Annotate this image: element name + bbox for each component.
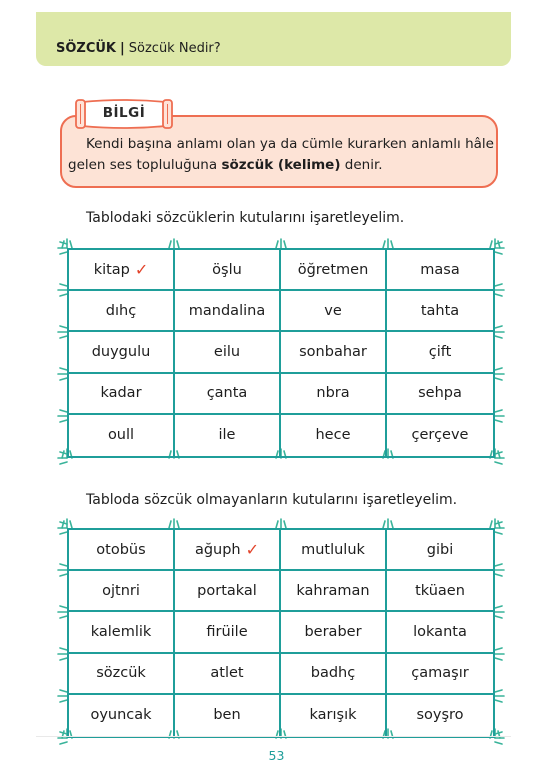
word-cell[interactable] [387, 415, 493, 456]
word-text: karışık [309, 707, 357, 724]
header-bar [36, 12, 511, 66]
word-text: mandalina [188, 302, 266, 319]
word-text: sözcük [96, 665, 146, 682]
word-text: nbra [316, 385, 350, 402]
bilgi-banner [74, 97, 174, 131]
word-cell[interactable] [175, 695, 281, 736]
word-text: ve [324, 302, 342, 319]
word-text: gibi [426, 541, 454, 558]
word-text: otobüs [96, 541, 146, 558]
word-cell[interactable] [69, 250, 175, 291]
word-cell[interactable] [175, 291, 281, 332]
header-section: SÖZCÜK [56, 41, 117, 56]
word-cell[interactable] [175, 571, 281, 612]
word-cell[interactable] [281, 374, 387, 415]
word-text: atlet [210, 665, 244, 682]
info-text-start: Kendi başına anlamı olan ya da cümle kurarken anlamlı hâle gelen ses topluluğuna [68, 136, 494, 173]
word-grid-1 [67, 248, 495, 458]
word-text: beraber [304, 623, 362, 640]
word-cell[interactable] [175, 654, 281, 695]
word-cell[interactable] [69, 612, 175, 653]
word-table-1 [67, 248, 495, 458]
word-cell[interactable] [281, 571, 387, 612]
word-cell[interactable] [69, 415, 175, 456]
word-text: çerçeve [411, 427, 469, 444]
word-text: dıhç [105, 302, 137, 319]
word-text: eilu [213, 343, 241, 360]
word-text: ile [218, 427, 236, 444]
info-text [68, 134, 494, 176]
word-text: ben [213, 707, 241, 724]
word-text: çanta [206, 385, 248, 402]
word-cell[interactable] [387, 250, 493, 291]
word-cell[interactable] [281, 530, 387, 571]
word-text: portakal [197, 582, 257, 599]
word-cell[interactable] [175, 612, 281, 653]
check-mark-icon: ✓ [134, 260, 149, 280]
word-text: çamaşır [411, 665, 469, 682]
word-text: ağuph [194, 541, 241, 558]
word-text: öğretmen [297, 261, 369, 278]
word-text: oyuncak [90, 707, 152, 724]
word-cell[interactable] [281, 250, 387, 291]
word-text: duygulu [91, 343, 151, 360]
word-cell[interactable] [69, 291, 175, 332]
word-text: hece [315, 427, 351, 444]
word-text: tküaen [415, 582, 465, 599]
word-cell[interactable] [69, 695, 175, 736]
word-cell[interactable] [175, 415, 281, 456]
word-cell[interactable] [387, 374, 493, 415]
word-text: ojtnri [102, 582, 140, 599]
word-table-2 [67, 528, 495, 738]
info-text-end: denir. [340, 157, 383, 173]
instruction-2: Tabloda sözcük olmayanların kutularını işaretleyelim. [86, 492, 458, 508]
word-cell[interactable] [281, 291, 387, 332]
word-text: kahraman [296, 582, 370, 599]
word-cell[interactable] [175, 530, 281, 571]
page-header [56, 41, 221, 56]
word-cell[interactable] [281, 612, 387, 653]
info-text-term: sözcük (kelime) [221, 157, 341, 173]
word-cell[interactable] [387, 571, 493, 612]
word-text: kadar [100, 385, 142, 402]
footer-divider [36, 736, 511, 737]
header-title: Sözcük Nedir? [128, 41, 221, 56]
word-cell[interactable] [281, 695, 387, 736]
word-cell[interactable] [387, 291, 493, 332]
word-text: kitap [93, 261, 130, 278]
word-cell[interactable] [387, 695, 493, 736]
word-cell[interactable] [69, 374, 175, 415]
word-text: badhç [310, 665, 356, 682]
word-text: mutluluk [301, 541, 365, 558]
instruction-1: Tablodaki sözcüklerin kutularını işaretleyelim. [86, 210, 405, 226]
word-text: sehpa [418, 385, 462, 402]
word-cell[interactable] [387, 530, 493, 571]
word-text: öşlu [212, 261, 242, 278]
word-cell[interactable] [69, 332, 175, 373]
word-cell[interactable] [69, 530, 175, 571]
check-mark-icon: ✓ [245, 540, 260, 560]
word-grid-2 [67, 528, 495, 738]
word-cell[interactable] [69, 571, 175, 612]
word-text: firüile [206, 623, 248, 640]
word-text: masa [420, 261, 460, 278]
header-separator: | [120, 41, 125, 56]
page-number: 53 [268, 748, 285, 763]
word-cell[interactable] [175, 250, 281, 291]
word-cell[interactable] [69, 654, 175, 695]
word-text: soyşro [416, 707, 464, 724]
word-text: çift [428, 343, 452, 360]
word-cell[interactable] [387, 654, 493, 695]
word-cell[interactable] [175, 374, 281, 415]
word-cell[interactable] [387, 332, 493, 373]
word-text: sonbahar [299, 343, 367, 360]
word-cell[interactable] [281, 415, 387, 456]
word-cell[interactable] [281, 654, 387, 695]
word-text: tahta [420, 302, 460, 319]
word-cell[interactable] [175, 332, 281, 373]
word-text: oull [107, 427, 135, 444]
word-cell[interactable] [281, 332, 387, 373]
word-cell[interactable] [387, 612, 493, 653]
bilgi-label: BİLGİ [102, 105, 146, 121]
word-text: kalemlik [90, 623, 152, 640]
word-text: lokanta [413, 623, 467, 640]
